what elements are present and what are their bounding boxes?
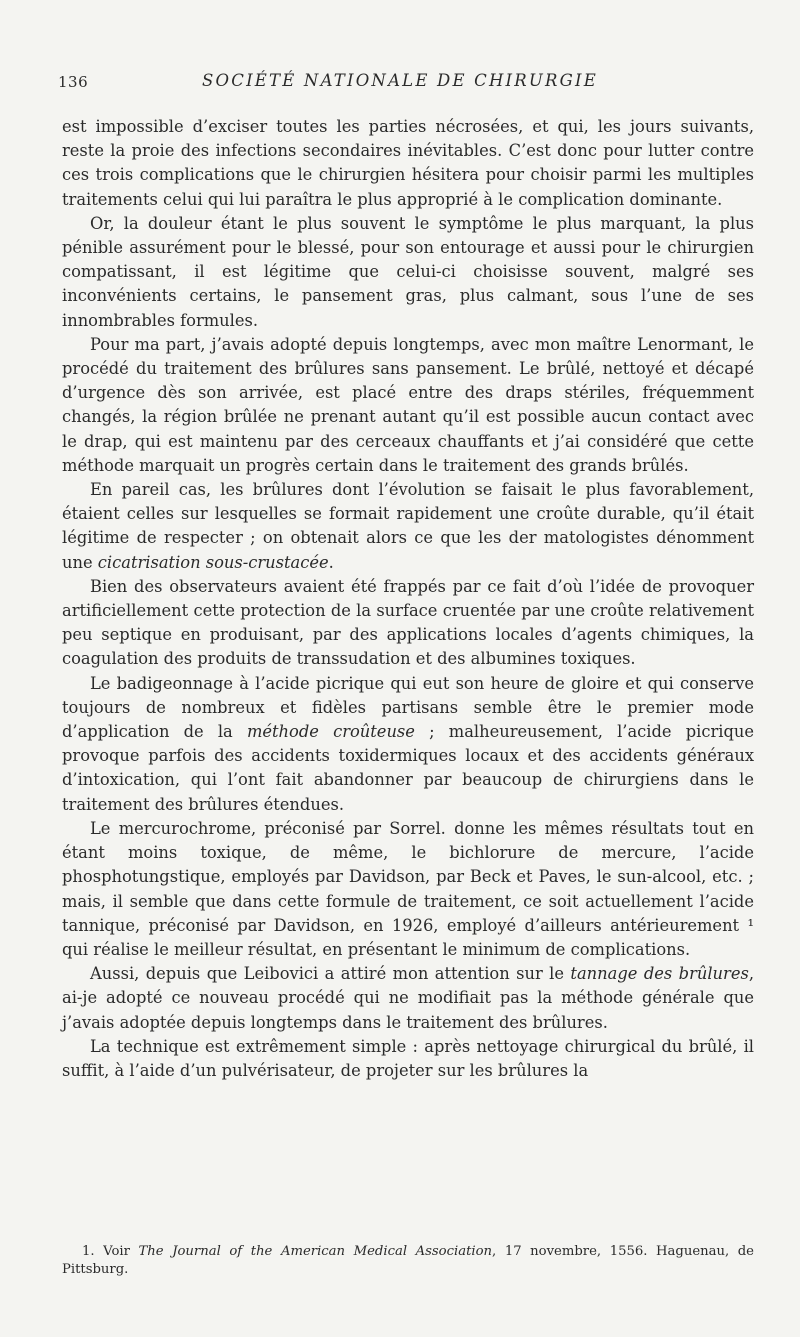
paragraph-5: Bien des observateurs avaient été frappés par ce fait d’où l’idée de provoquer artificiellement cette protection de la surface cruentée par une croûte relativement peu septique en produisant, par des applications locales d’agents chimiques, la coagulation des produits de transsudation et des albumines toxiques.: [62, 576, 754, 669]
paragraph-7: Le mercurochrome, préconisé par Sorrel. donne les mêmes résultats tout en étant moins toxique, de même, le bichlorure de mercure, l’acide phosphotungstique, employés par Davidson, par Beck et Paves, le sun-alcool, etc. ; mais, il semble que dans cette formule de traitement, ce soit actuellement l’acide tannique, préconisé par Davidson, en 1926, employé d’ailleurs antérieurement ¹ qui réalise le meilleur résultat, en présentant le minimum de complications.: [62, 818, 754, 959]
paragraph-4: [62, 478, 754, 575]
paragraph-6: [62, 672, 754, 817]
body-text: [62, 115, 754, 1083]
paragraph-2: Or, la douleur étant le plus souvent le symptôme le plus marquant, la plus pénible assurément pour le blessé, pour son entourage et aussi pour le chirurgien compatissant, il est légitime que celui-ci choisisse souvent, malgré ses inconvénients certains, le pansement gras, plus calmant, sous l’une de ses innombrables formules.: [62, 213, 754, 330]
paragraph-3: Pour ma part, j’avais adopté depuis longtemps, avec mon maître Lenormant, le procédé du traitement des brûlures sans pansement. Le brûlé, nettoyé et décapé d’urgence dès son arrivée, est placé entre des draps stériles, fréquemment changés, la région brûlée ne prenant autant qu’il est possible aucun contact avec le drap, qui est maintenu par des cerceaux chauffants et j’ai considéré que cette méthode marquait un progrès certain dans le traitement des grands brûlés.: [62, 334, 754, 475]
footnote: [62, 1243, 754, 1278]
footnote-1: [62, 1243, 754, 1278]
paragraph-9: La technique est extrêmement simple : après nettoyage chirurgical du brûlé, il suffit, à l’aide d’un pulvérisateur, de projeter sur les brûlures la: [62, 1036, 754, 1080]
running-title: SOCIÉTÉ NATIONALE DE CHIRURGIE: [202, 71, 598, 90]
paragraph-8-end: , ai-je adopté ce nouveau procédé qui ne modifiait pas la méthode générale que j’avais adoptée depuis longtemps dans le traitement des brûlures.: [62, 964, 754, 1032]
paragraph-4-text: En pareil cas, les brûlures dont l’évolution se faisait le plus favorablement, étaient celles sur lesquelles se formait rapidement une croûte durable, qu’il était légitime de respecter ; on obtenait alors ce que les der matologistes dénomment une: [62, 480, 754, 572]
footnote-text: 1. Voir: [82, 1244, 139, 1259]
paragraph-6-emphasis: méthode croûteuse: [246, 722, 415, 742]
paragraph-6-text: Le badigeonnage à l’acide picrique qui eut son heure de gloire et qui conserve toujours de nombreux et fidèles partisans semble être le premier mode d’application de la: [62, 673, 754, 742]
paragraph-8: [62, 962, 754, 1035]
paragraph-8-text: Aussi, depuis que Leibovici a attiré mon attention sur le: [90, 964, 571, 984]
paragraph-4-emphasis: cicatrisation sous-crustacée: [97, 552, 329, 572]
paragraph-8-emphasis: tannage des brûlures: [570, 964, 749, 984]
paragraph-4-end: .: [328, 552, 334, 572]
footnote-end: , 17 novembre, 1556. Haguenau, de Pittsburg.: [62, 1244, 754, 1277]
paragraph-6-end: ; malheureusement, l’acide picrique provoque parfois des accidents toxidermiques locaux et des accidents généraux d’intoxication, qui l’ont fait abandonner par beaucoup de chirurgiens dans le traitement des brûlures étendues.: [62, 722, 754, 814]
page-number: 136: [58, 73, 89, 91]
footnote-journal-title: The Journal of the American Medical Association: [138, 1244, 493, 1259]
paragraph-1: est impossible d’exciser toutes les parties nécrosées, et qui, les jours suivants, reste la proie des infections secondaires inévitables. C’est donc pour lutter contre ces trois complications que le chirurgien hésitera pour choisir parmi les multiples traitements celui qui lui paraîtra le plus approprié à le complication dominante.: [62, 117, 754, 209]
